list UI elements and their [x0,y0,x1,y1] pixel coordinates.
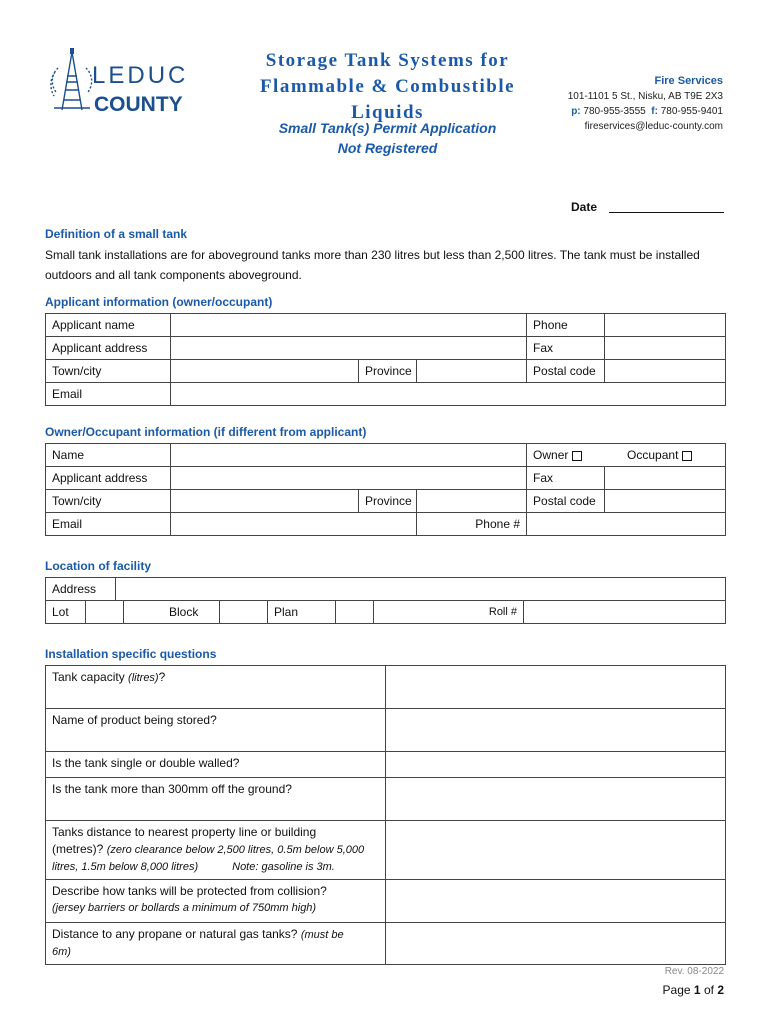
definition-heading: Definition of a small tank [45,227,188,241]
label-owner-address: Applicant address [46,467,171,490]
phone-field[interactable] [605,314,726,337]
q-height: Is the tank more than 300mm off the ground? [46,778,386,821]
owner-heading: Owner/Occupant information (if different from applicant) [45,425,367,439]
revision-label: Rev. 08-2022 [664,966,724,977]
page-number: Page 1 of 2 [662,983,724,997]
contact-email: fireservices@leduc-county.com [584,121,723,132]
label-phone: Phone [527,314,605,337]
occupant-checkbox[interactable] [682,451,692,461]
q-tank-capacity: Tank capacity (litres)? [46,666,386,709]
q-product: Name of product being stored? [46,709,386,752]
owner-checkbox[interactable] [572,451,582,461]
label-town: Town/city [46,360,171,383]
owner-table [45,443,726,536]
label-province: Province [359,360,417,383]
q-distance-property: Tanks distance to nearest property line or building (metres)? (zero clearance below 2,500 litres, 0.5m below 5,000 litres, 1.5m below 8,000 litres) Note: gasoline is 3m. [46,821,386,880]
plan-field[interactable] [336,601,374,624]
contact-address: 101-1101 5 St., Nisku, AB T9E 2X3 [567,91,723,102]
label-owner-postal: Postal code [527,490,605,513]
label-owner-town: Town/city [46,490,171,513]
q-propane-field[interactable] [386,923,726,965]
applicant-heading: Applicant information (owner/occupant) [45,295,273,309]
label-owner-name: Name [46,444,171,467]
owner-fax-field[interactable] [605,467,726,490]
block-field[interactable] [220,601,268,624]
label-applicant-name: Applicant name [46,314,171,337]
applicant-table [45,313,726,406]
q-product-field[interactable] [386,709,726,752]
owner-email-field[interactable] [171,513,417,536]
roll-field[interactable] [524,601,726,624]
date-field[interactable] [609,212,724,213]
label-owner-email: Email [46,513,171,536]
contact-phone-fax: p: 780-955-3555 f: 780-955-9401 [571,106,723,117]
applicant-address-field[interactable] [171,337,527,360]
page-title: Storage Tank Systems for Flammable & Combustible Liquids [259,50,516,123]
logo-text-leduc: LEDUC [92,62,189,89]
questions-table [45,665,726,965]
label-owner-province: Province [359,490,417,513]
owner-phone-field[interactable] [527,513,726,536]
owner-name-field[interactable] [171,444,527,467]
lot-field[interactable] [86,601,124,624]
label-plan: Plan [268,601,336,624]
label-postal: Postal code [527,360,605,383]
questions-heading: Installation specific questions [45,647,217,661]
q-collision: Describe how tanks will be protected from collision? (jersey barriers or bollards a minimum of 750mm high) [46,880,386,923]
page-subtitle: Small Tank(s) Permit Application Not Registered [278,120,497,156]
q-propane: Distance to any propane or natural gas tanks? (must be 6m) [46,923,386,965]
q-walled-field[interactable] [386,752,726,778]
label-owner-phone: Phone # [417,513,527,536]
applicant-name-field[interactable] [171,314,527,337]
label-lot: Lot [46,601,86,624]
location-table [45,577,726,624]
town-field[interactable] [171,360,359,383]
label-block: Block [124,601,220,624]
province-field[interactable] [417,360,527,383]
date-label: Date [571,200,598,214]
label-fax: Fax [527,337,605,360]
label-applicant-address: Applicant address [46,337,171,360]
q-distance-property-field[interactable] [386,821,726,880]
q-tank-capacity-field[interactable] [386,666,726,709]
label-owner-fax: Fax [527,467,605,490]
contact-block [568,74,723,134]
q-height-field[interactable] [386,778,726,821]
owner-town-field[interactable] [171,490,359,513]
label-address: Address [46,578,116,601]
location-heading: Location of facility [45,559,152,573]
definition-text: Small tank installations are for aboveground tanks more than 230 litres but less than 2,500 litres. The tank must be installed outdoors and all tank components aboveground. [45,248,700,282]
logo-text-county: COUNTY [94,93,183,116]
owner-postal-field[interactable] [605,490,726,513]
label-email: Email [46,383,171,406]
address-field[interactable] [116,578,726,601]
owner-province-field[interactable] [417,490,527,513]
leduc-county-logo [50,48,94,114]
q-walled: Is the tank single or double walled? [46,752,386,778]
q-collision-field[interactable] [386,880,726,923]
contact-dept: Fire Services [654,75,723,87]
owner-address-field[interactable] [171,467,527,490]
fax-field[interactable] [605,337,726,360]
owner-occupant-choice: Owner Occupant [527,444,726,467]
postal-field[interactable] [605,360,726,383]
email-field[interactable] [171,383,726,406]
label-roll: Roll # [374,601,524,624]
